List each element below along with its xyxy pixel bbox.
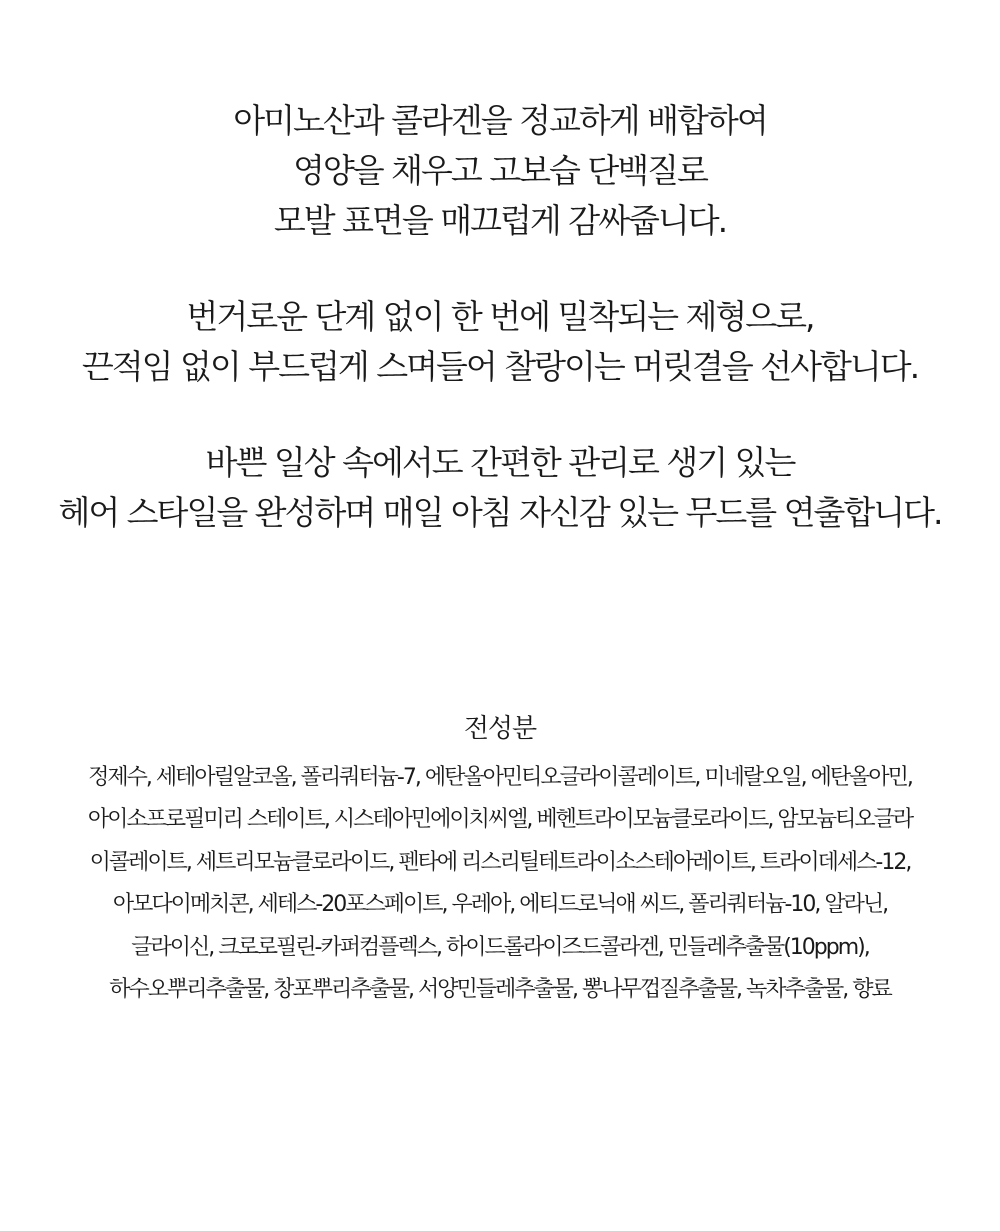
description-paragraph-3 — [0, 438, 1000, 538]
description-line: 바쁜 일상 속에서도 간편한 관리로 생기 있는 — [205, 443, 795, 482]
description-paragraph-1 — [0, 96, 1000, 246]
description-line: 아미노산과 콜라겐을 정교하게 배합하여 — [233, 101, 767, 140]
description-line: 끈적임 없이 부드럽게 스며들어 찰랑이는 머릿결을 선사합니다. — [81, 347, 919, 386]
ingredients-line: 하수오뿌리추출물, 창포뿌리추출물, 서양민들레추출물, 뽕나무껍질추출물, 녹차추출물, 향료 — [109, 977, 891, 1003]
ingredients-line: 아이소프로필미리 스테이트, 시스테아민에이치씨엘, 베헨트라이모늄클로라이드, 암모늄티오글라 — [87, 807, 913, 833]
ingredients-section — [0, 704, 1000, 1011]
description-paragraph-2 — [0, 292, 1000, 392]
ingredients-line: 아모다이메치콘, 세테스-20포스페이트, 우레아, 에티드로닉애 씨드, 폴리쿼터늄-10, 알라닌, — [112, 892, 888, 918]
ingredients-line: 정제수, 세테아릴알코올, 폴리쿼터늄-7, 에탄올아민티오글라이콜레이트, 미네랄오일, 에탄올아민, — [88, 765, 912, 790]
ingredients-line: 이콜레이트, 세트리모늄클로라이드, 펜타에 리스리틸테트라이소스테아레이트, 트라이데세스-12, — [89, 849, 911, 875]
ingredients-list — [0, 757, 1000, 1011]
ingredients-line: 글라이신, 크로로필린-카퍼컴플렉스, 하이드롤라이즈드콜라겐, 민들레추출물(10ppm), — [131, 934, 869, 960]
product-description — [0, 96, 1000, 584]
description-line: 번거로운 단계 없이 한 번에 밀착되는 제형으로, — [186, 297, 814, 336]
description-line: 헤어 스타일을 완성하며 매일 아침 자신감 있는 무드를 연출합니다. — [58, 493, 942, 532]
description-line: 모발 표면을 매끄럽게 감싸줍니다. — [273, 201, 727, 240]
ingredients-title: 전성분 — [463, 714, 537, 744]
description-line: 영양을 채우고 고보습 단백질로 — [293, 151, 707, 190]
